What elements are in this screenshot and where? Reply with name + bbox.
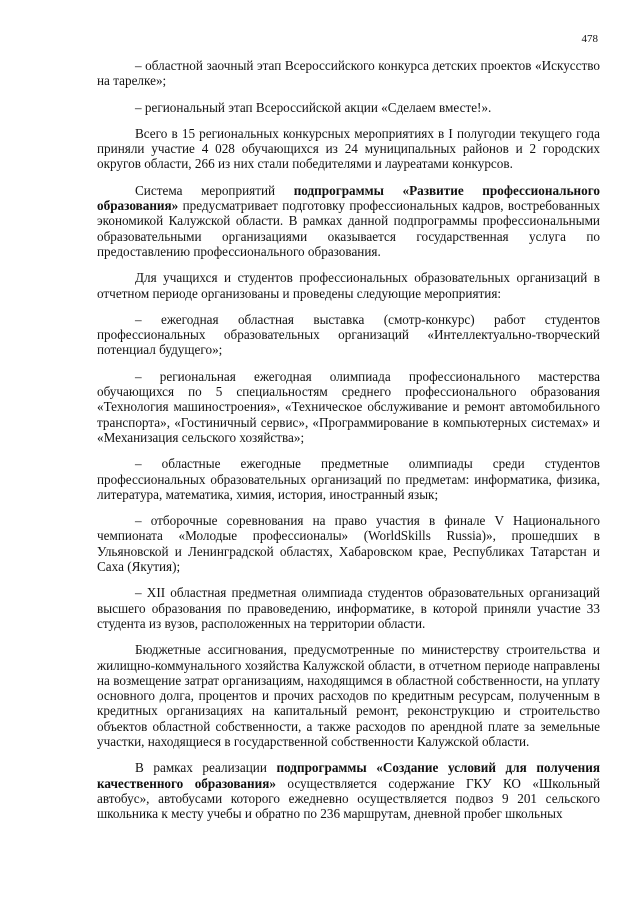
paragraph-2: – региональный этап Всероссийской акции «Сделаем вместе!». — [135, 99, 492, 115]
document-body — [97, 0, 600, 821]
subprogram-title: подпрограммы «Создание условий для получения качественного образования» — [97, 760, 600, 791]
paragraph-5: Для учащихся и студентов профессиональных образовательных организаций в отчетном периоде организованы и проведены следующие мероприятия: — [97, 270, 600, 301]
list-item-5: – XII областная предметная олимпиада студентов образовательных организаций высшего образования по правоведению, информатике, в которой приняли участие 33 студента из вузов, расположенных на территории области. — [97, 585, 600, 631]
paragraph-last: В рамках реализации подпрограммы «Создание условий для получения качественного образования» осуществляется содержание ГКУ КО «Школьный автобус», автобусами которого ежедневно осуществляется подвоз 9 201 сельского школьника к месту учебы и обратно по 236 маршрутам, дневной пробег школьных — [97, 760, 601, 822]
list-item-4: – отборочные соревнования на право участия в финале V Национального чемпионата «Молодые профессионалы» (WorldSkills Russia)», прошедших в Ульяновской и Ленинградской областях, Хабаровском крае, Республиках Татарстан и Саха (Якутия); — [97, 513, 600, 575]
paragraph-budget: Бюджетные ассигнования, предусмотренные по министерству строительства и жилищно-коммунального хозяйства Калужской области, в отчетном периоде направлены на возмещение затрат организациям, находящимся в областной собственности, на уплату основного долга, процентов и прочих расходов по кредитным ресурсам, полученным в кредитных организациях на капитальный ремонт, реконструкцию и строительство объектов областной собственности, а также расходов по арендной плате за земельные участки, находящиеся в государственной собственности Калужской области. — [97, 642, 600, 749]
list-item-1: – ежегодная областная выставка (смотр-конкурс) работ студентов профессиональных образовательных организаций «Интеллектуально-творческий потенциал будущего»; — [97, 311, 600, 358]
page-number: 478 — [581, 33, 598, 45]
list-item-3: – областные ежегодные предметные олимпиады среди студентов профессиональных образовательных организаций по предметам: информатика, физика, литература, математика, химия, история, иностранный язык; — [97, 456, 600, 502]
list-item-2: – региональная ежегодная олимпиада профессионального мастерства обучающихся по 5 специальностям среднего профессионального образования «Технология машиностроения», «Техническое обслуживание и ремонт автомобильного транспорта», «Гостиничный сервис», «Программирование в компьютерных системах» и «Механизация сельского хозяйства»; — [97, 368, 600, 445]
paragraph-1: – областной заочный этап Всероссийского конкурса детских проектов «Искусство на тарелке»; — [97, 58, 600, 89]
paragraph-4: Система мероприятий подпрограммы «Развитие профессионального образования» предусматривает подготовку профессиональных кадров, востребованных экономикой Калужской области. В рамках данной подпрограммы профессиональными образовательными организациями оказывается государственная услуга по предоставлению профессионального образования. — [97, 182, 600, 259]
paragraph-3: Всего в 15 региональных конкурсных мероприятиях в I полугодии текущего года приняли участие 4 028 обучающихся из 24 муниципальных районов и 2 городских округов области, 266 из них стали победителями и лауреатами конкурсов. — [97, 125, 600, 172]
subprogram-title: подпрограммы «Развитие профессионального образования» — [97, 182, 600, 214]
